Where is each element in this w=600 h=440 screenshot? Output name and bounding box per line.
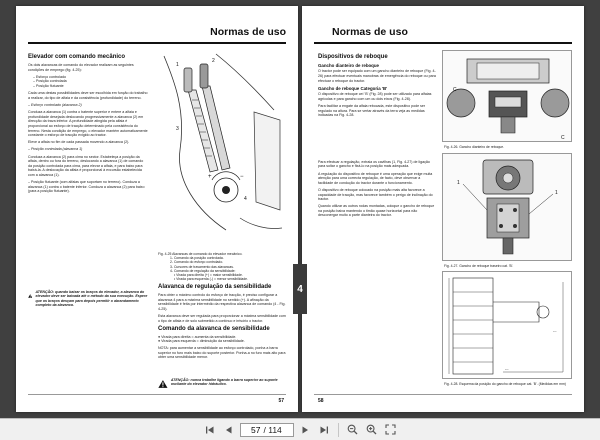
previous-page-icon: [224, 425, 234, 435]
page-number-box: [240, 423, 294, 437]
figure-4-27: [442, 153, 572, 261]
mode-item: – Posição controlada: [33, 79, 67, 84]
fig-item-list: [158, 256, 288, 281]
right-text-5: A regulação do dispositivo de reboque é uma operação que exige muita atenção para uma correcta regulação, de facto, deve observar a facilidade de condução do tractor durante o funcionamento.: [318, 171, 433, 185]
next-page-button[interactable]: [297, 422, 313, 438]
rear-hook-subtitle: Gancho de reboque Categoria 'B': [318, 85, 388, 91]
viewer-toolbar: [0, 418, 600, 440]
lever-illustration: [156, 50, 286, 250]
fullscreen-button[interactable]: [383, 422, 399, 438]
left-warning-block-2: [158, 378, 286, 390]
last-page-button[interactable]: [316, 422, 332, 438]
first-page-icon: [205, 425, 215, 435]
command-item: ● Virada para esquerda = diminuição da sensibilidade.: [158, 339, 245, 344]
left-page: [16, 6, 298, 412]
zoom-out-icon: [347, 424, 358, 435]
left-header-rule: [28, 42, 286, 44]
svg-text:---: ---: [553, 329, 557, 333]
zoom-out-button[interactable]: [345, 422, 361, 438]
svg-text:1: 1: [555, 190, 558, 196]
svg-text:2: 2: [212, 58, 215, 64]
svg-text:---: ---: [505, 367, 509, 371]
right-page: [302, 6, 584, 412]
left-running-head: Normas de uso: [210, 26, 286, 38]
sensitivity-title: Alavanca de regulação da sensibilidade: [158, 284, 272, 290]
fig-item: 3- Cursores de travamento das alavancas.: [170, 264, 234, 269]
figure-4-28-caption: Fig. 4-28. Esquema da posição do gancho de reboque cat. 'B'. (Medidas em mm): [444, 382, 566, 386]
sensitivity-column: [158, 284, 286, 362]
warning-triangle-icon: [158, 378, 168, 390]
mode-item: – Esforço controlado: [33, 74, 66, 79]
fullscreen-icon: [385, 424, 396, 435]
effort-subtitle: – Esforço controlado (alavanca 2): [28, 102, 82, 107]
figure-4-28: [442, 271, 572, 379]
right-footer-rule: [314, 394, 572, 395]
mode-list: [28, 75, 148, 89]
right-text-7: Quando utilizar as outros rodas montadas, coloque o gancho de reboque na posição baixa mantendo o timão quase horizontal para não desconergar muito a parte dianteira do tractor.: [318, 204, 435, 218]
mode-item: – Posição flutuante: [33, 83, 64, 88]
sensitivity-text-2: Esta alavanca deve ser regulada para proporcionar a máxima sensibilidade com o tipo de alfaia e de solo submetido a contínuo e irrisório o tractor.: [158, 313, 286, 323]
fig-item: • Virada para esquerda (-) = menor sensibilidade.: [174, 277, 248, 282]
right-header-rule: [314, 42, 572, 44]
position-subtitle: – Posição controlada (alavanca 1): [28, 147, 83, 152]
svg-text:4: 4: [244, 196, 247, 202]
svg-text:+: +: [208, 174, 212, 180]
figure-4-26-caption: Fig. 4-26. Gancho dianteiro de reboque.: [444, 145, 505, 149]
last-page-icon: [319, 425, 329, 435]
right-text-column: [318, 54, 436, 221]
front-hook-illustration: [443, 51, 573, 143]
left-section-title: Elevador com comando mecânico: [28, 54, 126, 60]
chapter-tab: 4: [293, 264, 307, 314]
fig-item: 1- Comando da posição controlada.: [170, 256, 224, 261]
figure-4-26: [442, 50, 572, 142]
toolbar-separator: [338, 423, 339, 437]
next-page-icon: [300, 425, 310, 435]
figure-4-25-caption: [158, 252, 288, 281]
left-para1: Cada uma destas possibilidades deve ser escolhida em função do trabalho a realizar, do tipo de alfaia e da consistência (profundidade) do terreno.: [28, 91, 148, 100]
right-text-4: Para efectuar a regulação, extraia os cavilhas (1, Fig. 4-27) de ligação para soltar o gancho e fixá-lo na posição mais adequada.: [318, 159, 430, 169]
hook-position-diagram: [443, 272, 573, 380]
command-item: ● Virada para direita = aumenta da sensibilidade.: [158, 334, 237, 339]
left-warning-block: [28, 290, 152, 308]
front-hook-subtitle: Gancho dianteiro de reboque: [318, 63, 379, 68]
sensitivity-text-1: Para obter o máximo controlo do esforço de tracção, é preciso configurar a alavanca 4 para a máxima sensibilidade no sentido (+). A afinação da sensibilidade é feita por intermédio da respectiva alavanca de comando (4 - Fig. 4-25).: [158, 293, 286, 311]
sensitivity-note: NOTA: para aumentar a sensibilidade ao esforço controlado, ponha a barra superior no furo mais baixo do suporte posterior. Ponha-a no furo mais alto para obter uma sensibilidade menor.: [158, 345, 286, 360]
left-warning-text-2: ATENÇÃO: nunca trabalhe ligando a barra superior ao suporte oscilante do elevador hidráulico.: [170, 378, 278, 387]
current-page-input[interactable]: [245, 425, 261, 435]
zoom-in-icon: [366, 424, 377, 435]
float-text: – Posição flutuante (com alfaias que suportam no terreno). Conduza a alavanca (1) contra o batente inferior. Conduza a alavanca (2) para baixo (para a posição flutuante).: [28, 180, 145, 194]
fig-caption-title: Fig. 4-25 Alavancas de comando do elevador mecânico.: [158, 252, 243, 256]
effort-text: Conduza a alavanca (1) contra o batente superior e entere a alfaia e profundidade desejada deslocando progressivamente a alavanca (2) em direcção da trava inferior. A profundidade atingida pela alfaia é proporcional ao esforço de tracção determinado pela consistência do terreno. Nesta condição de emprego, o elevador mantém automaticamente constante o esforço de tracção exigido ao tractor.: [28, 110, 148, 138]
svg-text:C: C: [561, 135, 565, 141]
left-warning-text: ATENÇÃO: quando baixar os braços do elevador, a alavanca do elevador deve ser baixada até o método da sua execução. Espere que os braços desçam para depois permitir o abrandamento completo da alavanca.: [35, 290, 148, 308]
left-page-number: 57: [278, 398, 284, 404]
fig-item: • Virada para direita (+) = maior sensibilidade.: [174, 273, 243, 278]
right-text-3: Para facilitar a engate da alfaia rebocada, este dispositivo pode ser regulado na altura. Para se vertar através da terra veja as medidas indicadas na Fig. 4-28.: [318, 103, 426, 118]
previous-page-button[interactable]: [221, 422, 237, 438]
front-hook-text: O tractor pode ser equipado com um gancho dianteiro de reboque (Fig. 4-26) para efectuar eventuais manobras de emergência do reboque ou para efectuar o reboque do tractor.: [318, 69, 436, 83]
svg-text:3: 3: [176, 126, 179, 132]
right-page-number: 58: [318, 398, 324, 404]
first-page-button[interactable]: [202, 422, 218, 438]
fig-item: 2- Comando do esforço controlado.: [170, 260, 224, 265]
warning-triangle-icon: [28, 290, 32, 302]
zoom-in-button[interactable]: [364, 422, 380, 438]
right-text-6: O dispositivo de reboque colocado na posição mais alta favorece a capacidade de tracção, mas favorece também o perigo de inclinação do tractor.: [318, 187, 433, 202]
svg-text:1: 1: [176, 62, 179, 68]
left-text-column: [28, 54, 148, 197]
right-section-title: Dispositivos de reboque: [318, 54, 388, 60]
svg-text:C: C: [453, 87, 457, 93]
page-spread: [16, 6, 584, 412]
right-running-head: Normas de uso: [332, 26, 408, 38]
rear-hook-text: O dispositivo de reboque ceí 'B' (Fig. 28) pode ser utilizado para alfaias agrícolas e para gancho com um ou dois eixos (Fig. 4-28).: [318, 92, 432, 101]
rear-hook-illustration: [443, 154, 573, 262]
left-intro: Os dois alavancas de comando do elevador realizam as seguintes condições de emprego (fig. 4-25):: [28, 63, 134, 72]
command-title: Comando da alavanca de sensibilidade: [158, 325, 270, 332]
svg-text:−: −: [240, 174, 244, 180]
lift-text: Eleve a alfaia no fim de cada passada movendo a alavanca (2).: [28, 140, 130, 145]
figure-4-27-caption: Fig. 4-27. Gancho de reboque traseiro cat. 'B'.: [444, 264, 514, 268]
total-pages-label: / 114: [263, 424, 282, 435]
svg-text:1: 1: [457, 180, 460, 186]
left-footer-rule: [28, 394, 286, 395]
position-text: Conduza a alavanca (2) para cima no sector. Estabeleça a posição da alfaia, dentro ou fora do terreno, deslocando a alavanca (1) de comando da posição controlada para cima, para elevar a alfaia, e para baixo para baixá-la. A deslocação da alfaia é proporcional à excursão estabelecida com a alavanca (1).: [28, 154, 144, 178]
fig-item: 4- Comando de regulação da sensibilidade:: [170, 268, 236, 273]
figure-4-25: [156, 50, 286, 250]
